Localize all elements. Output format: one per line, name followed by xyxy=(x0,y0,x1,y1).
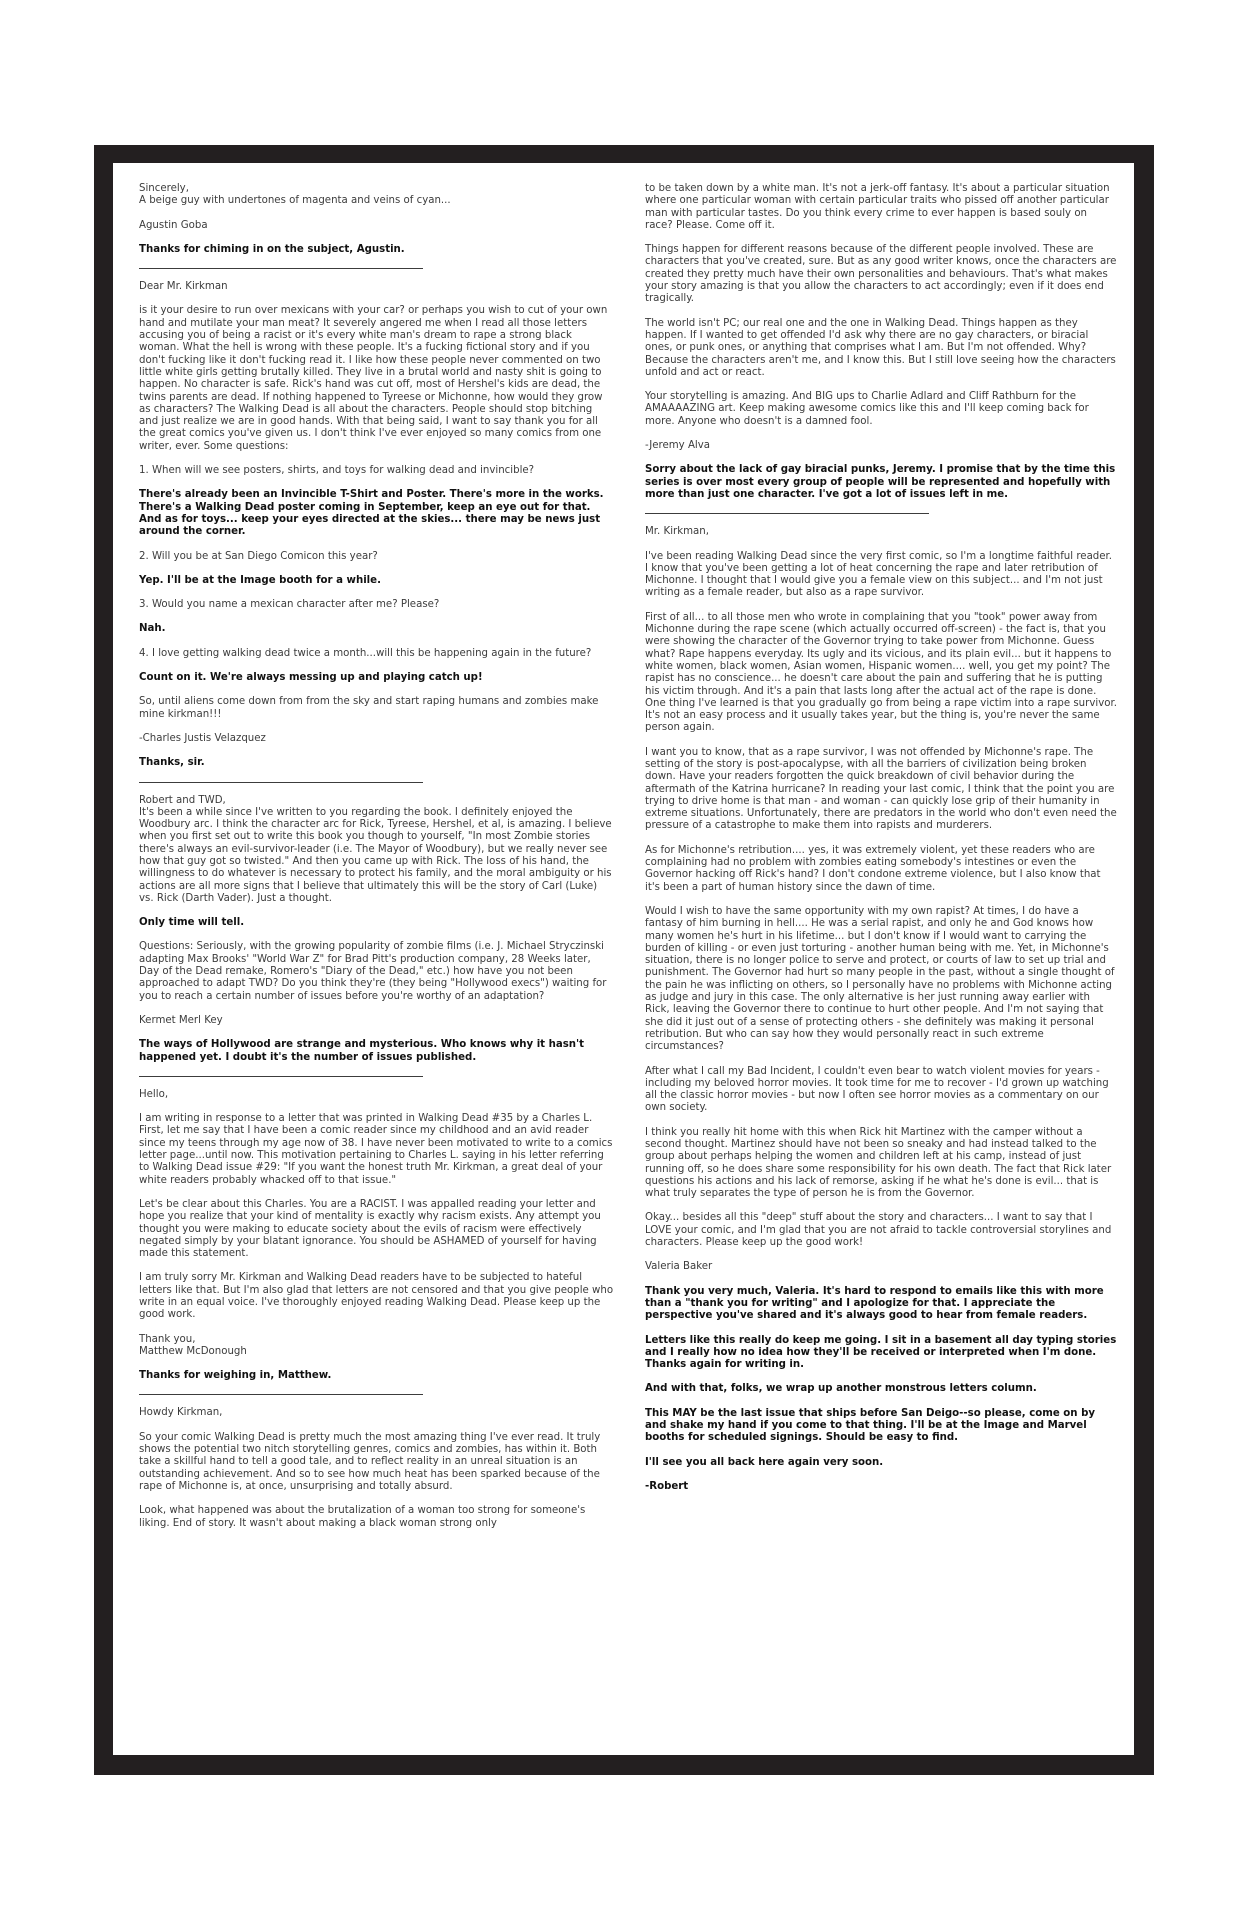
letter-paragraph: So your comic Walking Dead is pretty much the most amazing thing I've ever read. It truly shows the potential two nitch storytelling genres, comics and zombies, has within it. Both take a skillful hand to tell a good tale, and to reflect reality in an unreal situation is an outstanding achievement. And so to see how much heat has been sparked because of the rape of Michonne is, at once, unsurprising and totally absurd. xyxy=(139,1431,601,1492)
editor-reply: I'll see you all back here again very soon. xyxy=(645,1456,884,1468)
letter-paragraph: Your storytelling is amazing. And BIG ups to Charlie Adlard and Cliff Rathburn for the AMAAAAZING art. Keep making awesome comics like this and I'll keep coming back for more. Anyone who doesn't is a damned fool. xyxy=(645,391,1089,427)
editor-reply: Thanks for weighing in, Matthew. xyxy=(139,1370,332,1382)
letter-paragraph: Agustin Goba xyxy=(139,219,208,231)
editor-reply: Thanks, sir. xyxy=(139,757,205,769)
divider-rule xyxy=(139,1076,423,1077)
right-column xyxy=(645,183,1117,1505)
letter-paragraph: 4. I love getting walking dead twice a month...will this be happening again in the future? xyxy=(139,647,592,659)
editor-reply: And with that, folks, we wrap up another monstrous letters column. xyxy=(645,1383,1037,1395)
editor-reply: Count on it. We're always messing up and playing catch up! xyxy=(139,672,483,684)
editor-reply: Only time will tell. xyxy=(139,917,245,929)
letter-paragraph: Thank you, Matthew McDonough xyxy=(139,1333,247,1357)
letter-paragraph: Sincerely, A beige guy with undertones of magenta and veins of cyan... xyxy=(139,183,451,207)
letter-paragraph: First of all... to all those men who wrote in complaining that you "took" power away from Michonne during the rape scene (which actually occurred off-screen) - the fact is, that you were showing the character of the Governor trying to take power from Michonne. Guess what? Rape happens everyday. Its ugly and its vicious, and its plain evil... but it happens to white women, black women, Asian women, Hispanic women.... well, you get my point? The rapist has no conscience... he doesn't care about the pain and suffering that he is putting his victim through. And it's a pain that lasts long after the actual act of the rape is done. One thing I've learned is that you gradually go from being a rape victim into a rape survivor. It's not an easy process and it usually takes year, but the thing is, you're never the same person again. xyxy=(645,611,1117,734)
letter-paragraph: Kermet Merl Key xyxy=(139,1014,223,1026)
editor-reply: Nah. xyxy=(139,623,166,635)
divider-rule xyxy=(139,268,423,269)
letter-paragraph: to be taken down by a white man. It's not a jerk-off fantasy. It's about a particular situation where one particular woman with certain particular traits who pissed off another particular man with particular tastes. Do you think every crime to ever happen is based souly on race? Please. Come off it. xyxy=(645,183,1110,231)
letter-paragraph: Mr. Kirkman, xyxy=(645,526,709,538)
letter-paragraph: Questions: Seriously, with the growing popularity of zombie films (i.e. J. Michael Stryczinski adapting Max Brooks' "World War Z" for Brad Pitt's production company, 28 Weeks later, Day of the Dead remake, Romero's "Diary of the Dead," etc.) how have you not been approached to adapt TWD? Do you think they're (they being "Hollywood execs") waiting for you to reach a certain number of issues before you're worthy of an adaptation? xyxy=(139,941,607,1002)
letter-paragraph: Look, what happened was about the brutalization of a woman too strong for someone's liking. End of story. It wasn't about making a black woman strong only xyxy=(139,1505,586,1529)
letter-paragraph: is it your desire to run over mexicans with your car? or perhaps you wish to cut of your own hand and mutilate your man meat? It severely angered me when I read all those letters accusing you of being a racist or it's every white man's dream to rape a strong black woman. What the hell is wrong with these people. It's a fucking fictional story and if you don't fucking like it don't fucking read it. I like how these people never commented on two little white girls getting brutally killed. They live in a brutal world and nasty shit is going to happen. No character is safe. Rick's hand was cut off, most of Hershel's kids are dead, the twins parents are dead. If nothing happened to Tyreese or Michonne, how would they grow as characters? The Walking Dead is all about the characters. People should stop bitching and just realize we are in good hands. With that being said, I want to say thank you for all the great comics you've given us. I don't think I've ever enjoyed so many comics from one writer, ever. Some questions: xyxy=(139,305,608,452)
left-column xyxy=(139,183,614,1542)
letter-paragraph: 3. Would you name a mexican character after me? Please? xyxy=(139,599,440,611)
editor-reply: -Robert xyxy=(645,1480,689,1492)
editor-reply: Yep. I'll be at the Image booth for a while. xyxy=(139,574,381,586)
letter-paragraph: Dear Mr. Kirkman xyxy=(139,281,228,293)
letter-paragraph: I am writing in response to a letter that was printed in Walking Dead #35 by a Charles L. First, let me say that I have been a comic reader since my childhood and an avid reader since my teens through my age now of 38. I have never been motivated to write to a comics letter page...until now. This motivation pertaining to Charles L. saying in his letter referring to Walking Dead issue #29: "If you want the honest truth Mr. Kirkman, a great deal of your white readers probably whacked off to that issue." xyxy=(139,1113,613,1186)
letter-paragraph: I want you to know, that as a rape survivor, I was not offended by Michonne's rape. The setting of the story is post-apocalypse, with all the barriers of civilization being broken down. Have your readers forgotten the quick breakdown of civil behavior during the aftermath of the Katrina hurricane? In reading your last comic, I think that the point you are trying to drive home is that man - and woman - can quickly lose grip of their humanity in extreme situations. Unfortunately, there are predators in the world who don't even need the pressure of a catastrophe to make them into rapists and murderers. xyxy=(645,746,1117,832)
divider-rule xyxy=(139,782,423,783)
letter-paragraph: -Jeremy Alva xyxy=(645,440,711,452)
letter-paragraph: 2. Will you be at San Diego Comicon this year? xyxy=(139,550,378,562)
letter-paragraph: As for Michonne's retribution.... yes, it was extremely violent, yet these readers who are complaining had no problem with zombies eating somebody's intestines or even the Governor hacking off Rick's hand? I don't condone extreme violence, but I also know that it's been a part of human history since the dawn of time. xyxy=(645,844,1101,893)
divider-rule xyxy=(645,513,929,514)
editor-reply: This MAY be the last issue that ships before San Deigo--so please, come on by and shake my hand if you come to that thing. I'll be at the Image and Marvel booths for scheduled signings. Should be easy to find. xyxy=(645,1407,1096,1444)
editor-reply: Sorry about the lack of gay biracial punks, Jeremy. I promise that by the time this series is over most every group of people will be represented and hopefully with more than just one character. I've got a lot of issues left in me. xyxy=(645,464,1116,500)
editor-reply: Thank you very much, Valeria. It's hard to respond to emails like this with more than a "thank you for writing" and I apologize for that. I appreciate the perspective you've shared and it's always good to hear from female readers. xyxy=(645,1285,1104,1322)
letter-paragraph: The world isn't PC; our real one and the one in Walking Dead. Things happen as they happen. If I wanted to get offended I'd ask why there are no gay characters, or biracial ones, or punk ones, or anything that comprises what I am. But I'm not offended. Why? Because the characters aren't me, and I know this. But I still love seeing how the characters unfold and act or react. xyxy=(645,317,1116,378)
letter-paragraph: I think you really hit home with this when Rick hit Martinez with the camper without a second thought. Martinez should have not been so sneaky and had instead talked to the group about perhaps helping the women and children left at his camp, instead of just running off, so he does share some responsibility for his own death. The fact that Rick later questions his actions and his lack of remorse, asking if he what he's done is evil... that is what truly separates the type of person he is from the Governor. xyxy=(645,1126,1112,1200)
letter-paragraph: Okay... besides all this "deep" stuff about the story and characters... I want to say that I LOVE your comic, and I'm glad that you are not afraid to tackle controversial storylines and characters. Please keep up the good work! xyxy=(645,1212,1112,1249)
letter-paragraph: Hello, xyxy=(139,1088,169,1100)
letter-paragraph: Let's be clear about this Charles. You are a RACIST. I was appalled reading your letter and hope you realize that your kind of mentality is exactly why racism exists. Any attempt you thought you were making to educate society about the evils of racism were effectively negated simply by your blatant ignorance. You should be ASHAMED of yourself for having made this statement. xyxy=(139,1198,601,1260)
letter-paragraph: Howdy Kirkman, xyxy=(139,1407,223,1419)
editor-reply: Thanks for chiming in on the subject, Agustin. xyxy=(139,243,405,255)
letter-paragraph: Things happen for different reasons because of the different people involved. These are characters that you've created, sure. But as any good writer knows, once the characters are created they pretty much have their own personalities and behaviours. That's what makes your story amazing is that you allow the characters to act accordingly; even if it does end tragically. xyxy=(645,244,1117,305)
divider-rule xyxy=(139,1394,423,1395)
letter-paragraph: Would I wish to have the same opportunity with my own rapist? At times, I do have a fantasy of him burning in hell.... He was a serial rapist, and only he and God knows how many women he's hurt in his lifetime... but I don't know if I would want to carrying the burden of killing - or even just torturing - another human being with me. Yet, in Michonne's situation, there is no longer police to serve and protect, or courts of law to set up trial and punishment. The Governor had hurt so many people in the past, without a single thought of the pain he was inflicting on others, so I personally have no problems with Michonne acting as judge and jury in this case. The only alternative is her just running away earlier with Rick, leaving the Governor there to continue to hurt other people. And I'm not saying that she did it just out of a sense of protecting others - she definitely was making it personal retribution. But who can say how they would personally react in such extreme circumstances? xyxy=(645,905,1115,1053)
letter-paragraph: -Charles Justis Velazquez xyxy=(139,732,266,744)
editor-reply: The ways of Hollywood are strange and mysterious. Who knows why it hasn't happened yet. I doubt it's the number of issues published. xyxy=(139,1039,585,1063)
editor-reply: Letters like this really do keep me going. I sit in a basement all day typing stories and I really how no idea how they'll be received or interpreted when I'm done. Thanks again for writing in. xyxy=(645,1334,1117,1371)
editor-reply: There's already been an Invincible T-Shirt and Poster. There's more in the works. There's a Walking Dead poster coming in September, keep an eye out for that. And as for toys... keep your eyes directed at the skies... there may be news just around the corner. xyxy=(139,489,604,538)
letters-page xyxy=(113,163,1134,1755)
letter-paragraph: I've been reading Walking Dead since the very first comic, so I'm a longtime faithful reader. I know that you've been getting a lot of heat concerning the rape and later retribution of Michonne. I thought that I would give you a female view on this subject... and I'm not just writing as a female reader, but also as a rape survivor. xyxy=(645,550,1113,599)
letter-paragraph: Robert and TWD, It's been a while since I've written to you regarding the book. I definitely enjoyed the Woodbury arc. I think the character arc for Rick, Tyreese, Hershel, et al, is amazing. I believe when you first set out to write this book you though to yourself, "In most Zombie stories there's always an evil-survivor-leader (i.e. The Mayor of Woodbury), but we really never see how that guy got so twisted." And then you came up with Rick. The loss of his hand, the willingness to do whatever is necessary to protect his family, and the moral ambiguity or his actions are all more signs that I believe that ultimately this will be the story of Carl (Luke) vs. Rick (Darth Vader). Just a thought. xyxy=(139,794,612,904)
letter-paragraph: 1. When will we see posters, shirts, and toys for walking dead and invincible? xyxy=(139,465,535,477)
letter-paragraph: I am truly sorry Mr. Kirkman and Walking Dead readers have to be subjected to hateful letters like that. But I'm also glad that letters are not censored and that you give people who write in an equal voice. I've thoroughly enjoyed reading Walking Dead. Please keep up the good work. xyxy=(139,1272,614,1321)
letter-paragraph: After what I call my Bad Incident, I couldn't even bear to watch violent movies for years - including my beloved horror movies. It took time for me to recover - I'd grown up watching all the classic horror movies - but now I often see horror movies as a commentary on our own society. xyxy=(645,1065,1109,1114)
letter-paragraph: So, until aliens come down from from the sky and start raping humans and zombies make mine kirkman!!! xyxy=(139,696,599,720)
letter-paragraph: Valeria Baker xyxy=(645,1261,713,1273)
